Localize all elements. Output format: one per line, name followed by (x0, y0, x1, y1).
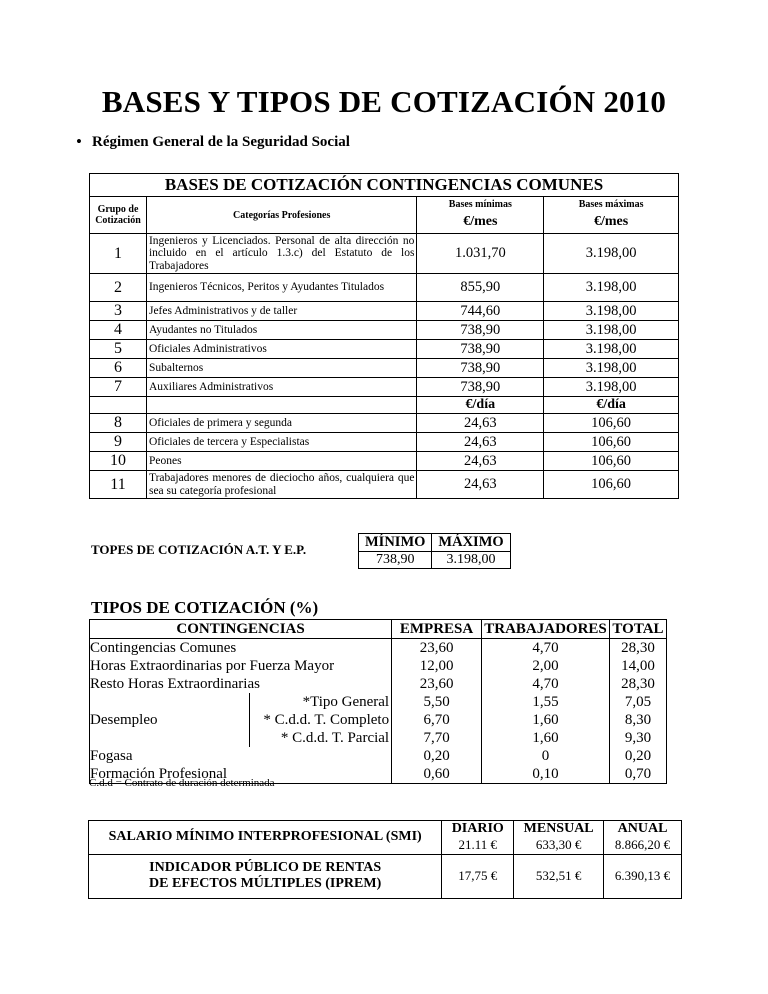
max-cell: 106,60 (544, 471, 679, 499)
topes-table (358, 533, 511, 569)
topes-min-value: 738,90 (359, 552, 432, 569)
page-title: BASES Y TIPOS DE COTIZACIÓN 2010 (101, 84, 667, 119)
min-cell: 738,90 (417, 321, 544, 340)
tipos-row (90, 693, 667, 711)
bullet-icon: • (76, 132, 82, 151)
max-cell: 106,60 (544, 433, 679, 452)
total-cell: 9,30 (609, 729, 666, 747)
unit-max-dia: €/día (544, 397, 679, 414)
grupo-cell: 2 (90, 274, 147, 302)
topes-label: TOPES DE COTIZACIÓN A.T. Y E.P. (91, 542, 307, 557)
bases-row (90, 433, 679, 452)
tipos-row (90, 747, 667, 765)
max-cell: 106,60 (544, 452, 679, 471)
tipos-sub-cell: *Tipo General (249, 693, 392, 711)
smi-table (88, 820, 682, 899)
smi-h-anual: ANUAL (604, 821, 682, 837)
empresa-cell: 0,60 (392, 765, 482, 784)
min-cell: 24,63 (417, 433, 544, 452)
tipos-title: TIPOS DE COTIZACIÓN (%) (91, 598, 319, 617)
trabajadores-cell: 2,00 (482, 657, 610, 675)
tipos-sub-cell: * C.d.d. T. Completo (249, 711, 392, 729)
min-cell: 738,90 (417, 378, 544, 397)
col-categorias: Categorías Profesiones (146, 197, 416, 234)
topes-max-header: MÁXIMO (432, 534, 510, 552)
topes-min-header: MÍNIMO (359, 534, 432, 552)
min-cell: 1.031,70 (417, 234, 544, 274)
total-cell: 0,20 (609, 747, 666, 765)
total-cell: 28,30 (609, 675, 666, 693)
tipos-row (90, 711, 667, 729)
categoria-cell: Trabajadores menores de dieciocho años, cualquiera que sea su categoría profesional (146, 471, 416, 499)
max-cell: 3.198,00 (544, 378, 679, 397)
bases-row (90, 321, 679, 340)
smi-h-mensual: MENSUAL (514, 821, 604, 837)
empresa-cell: 7,70 (392, 729, 482, 747)
tipos-row (90, 657, 667, 675)
tipos-row (90, 639, 667, 658)
max-cell: 3.198,00 (544, 302, 679, 321)
max-cell: 3.198,00 (544, 321, 679, 340)
trabajadores-cell: 0,10 (482, 765, 610, 784)
smi-mensual: 633,30 € (514, 836, 604, 854)
tipos-row (90, 675, 667, 693)
empresa-cell: 5,50 (392, 693, 482, 711)
tipos-label-cell (90, 693, 250, 711)
tipos-label-cell: Resto Horas Extraordinarias (90, 675, 392, 693)
grupo-cell: 5 (90, 340, 147, 359)
bases-header: BASES DE COTIZACIÓN CONTINGENCIAS COMUNES (90, 174, 679, 197)
grupo-cell: 10 (90, 452, 147, 471)
bases-row (90, 340, 679, 359)
col-grupo: Grupo de Cotización (90, 197, 147, 234)
bases-row (90, 302, 679, 321)
tipos-h-total: TOTAL (609, 620, 666, 639)
smi-anual: 8.866,20 € (604, 836, 682, 854)
topes-max-value: 3.198,00 (432, 552, 510, 569)
categoria-cell: Peones (146, 452, 416, 471)
trabajadores-cell: 0 (482, 747, 610, 765)
max-cell: 3.198,00 (544, 340, 679, 359)
trabajadores-cell: 4,70 (482, 675, 610, 693)
empresa-cell: 0,20 (392, 747, 482, 765)
max-cell: 3.198,00 (544, 234, 679, 274)
footnote: C.d.d = Contrato de duración determinada (89, 777, 275, 789)
unit-min-dia: €/día (417, 397, 544, 414)
bases-row (90, 274, 679, 302)
max-cell: 3.198,00 (544, 359, 679, 378)
empresa-cell: 23,60 (392, 639, 482, 658)
total-cell: 7,05 (609, 693, 666, 711)
bases-row (90, 414, 679, 433)
tipos-label-cell: Fogasa (90, 747, 392, 765)
tipos-h-trabajadores: TRABAJADORES (482, 620, 610, 639)
tipos-h-contingencias: CONTINGENCIAS (90, 620, 392, 639)
min-cell: 744,60 (417, 302, 544, 321)
tipos-row (90, 729, 667, 747)
unit-min-mes: €/mes (417, 212, 544, 234)
trabajadores-cell: 4,70 (482, 639, 610, 658)
total-cell: 28,30 (609, 639, 666, 658)
tipos-table (89, 619, 667, 784)
section-subtitle: Régimen General de la Seguridad Social (92, 134, 350, 150)
iprem-anual: 6.390,13 € (604, 854, 682, 898)
col-min: Bases mínimas (417, 197, 544, 212)
col-max: Bases máximas (544, 197, 679, 212)
bases-row (90, 471, 679, 499)
empresa-cell: 12,00 (392, 657, 482, 675)
min-cell: 24,63 (417, 414, 544, 433)
trabajadores-cell: 1,60 (482, 729, 610, 747)
tipos-label-cell: Formación Profesional (90, 765, 392, 784)
categoria-cell: Oficiales Administrativos (146, 340, 416, 359)
categoria-cell: Oficiales de tercera y Especialistas (146, 433, 416, 452)
min-cell: 738,90 (417, 340, 544, 359)
bases-row (90, 452, 679, 471)
unit-max-mes: €/mes (544, 212, 679, 234)
grupo-cell: 8 (90, 414, 147, 433)
min-cell: 24,63 (417, 452, 544, 471)
min-cell: 855,90 (417, 274, 544, 302)
max-cell: 3.198,00 (544, 274, 679, 302)
empresa-cell: 6,70 (392, 711, 482, 729)
bases-row (90, 234, 679, 274)
categoria-cell: Ayudantes no Titulados (146, 321, 416, 340)
grupo-cell: 3 (90, 302, 147, 321)
bases-table (89, 173, 679, 499)
smi-diario: 21.11 € (442, 836, 514, 854)
categoria-cell: Subalternos (146, 359, 416, 378)
max-cell: 106,60 (544, 414, 679, 433)
categoria-cell: Jefes Administrativos y de taller (146, 302, 416, 321)
iprem-mensual: 532,51 € (514, 854, 604, 898)
empresa-cell: 23,60 (392, 675, 482, 693)
categoria-cell: Auxiliares Administrativos (146, 378, 416, 397)
grupo-cell: 4 (90, 321, 147, 340)
grupo-cell: 1 (90, 234, 147, 274)
grupo-cell: 9 (90, 433, 147, 452)
tipos-label-cell: Desempleo (90, 711, 250, 729)
grupo-cell: 6 (90, 359, 147, 378)
categoria-cell: Oficiales de primera y segunda (146, 414, 416, 433)
iprem-label: INDICADOR PÚBLICO DE RENTAS DE EFECTOS MÚLTIPLES (IPREM) (89, 854, 442, 898)
total-cell: 0,70 (609, 765, 666, 784)
min-cell: 24,63 (417, 471, 544, 499)
categoria-cell: Ingenieros y Licenciados. Personal de alta dirección no incluido en el artículo 1.3.c) del Estatuto de los Trabajadores (146, 234, 416, 274)
tipos-label-cell: Horas Extraordinarias por Fuerza Mayor (90, 657, 392, 675)
total-cell: 8,30 (609, 711, 666, 729)
iprem-diario: 17,75 € (442, 854, 514, 898)
min-cell: 738,90 (417, 359, 544, 378)
grupo-cell: 7 (90, 378, 147, 397)
total-cell: 14,00 (609, 657, 666, 675)
smi-label: SALARIO MÍNIMO INTERPROFESIONAL (SMI) (89, 821, 442, 855)
tipos-label-cell (90, 729, 250, 747)
smi-h-diario: DIARIO (442, 821, 514, 837)
tipos-label-cell: Contingencias Comunes (90, 639, 392, 658)
trabajadores-cell: 1,55 (482, 693, 610, 711)
trabajadores-cell: 1,60 (482, 711, 610, 729)
bases-row (90, 378, 679, 397)
bases-row (90, 359, 679, 378)
tipos-sub-cell: * C.d.d. T. Parcial (249, 729, 392, 747)
tipos-h-empresa: EMPRESA (392, 620, 482, 639)
categoria-cell: Ingenieros Técnicos, Peritos y Ayudantes Titulados (146, 274, 416, 302)
grupo-cell: 11 (90, 471, 147, 499)
